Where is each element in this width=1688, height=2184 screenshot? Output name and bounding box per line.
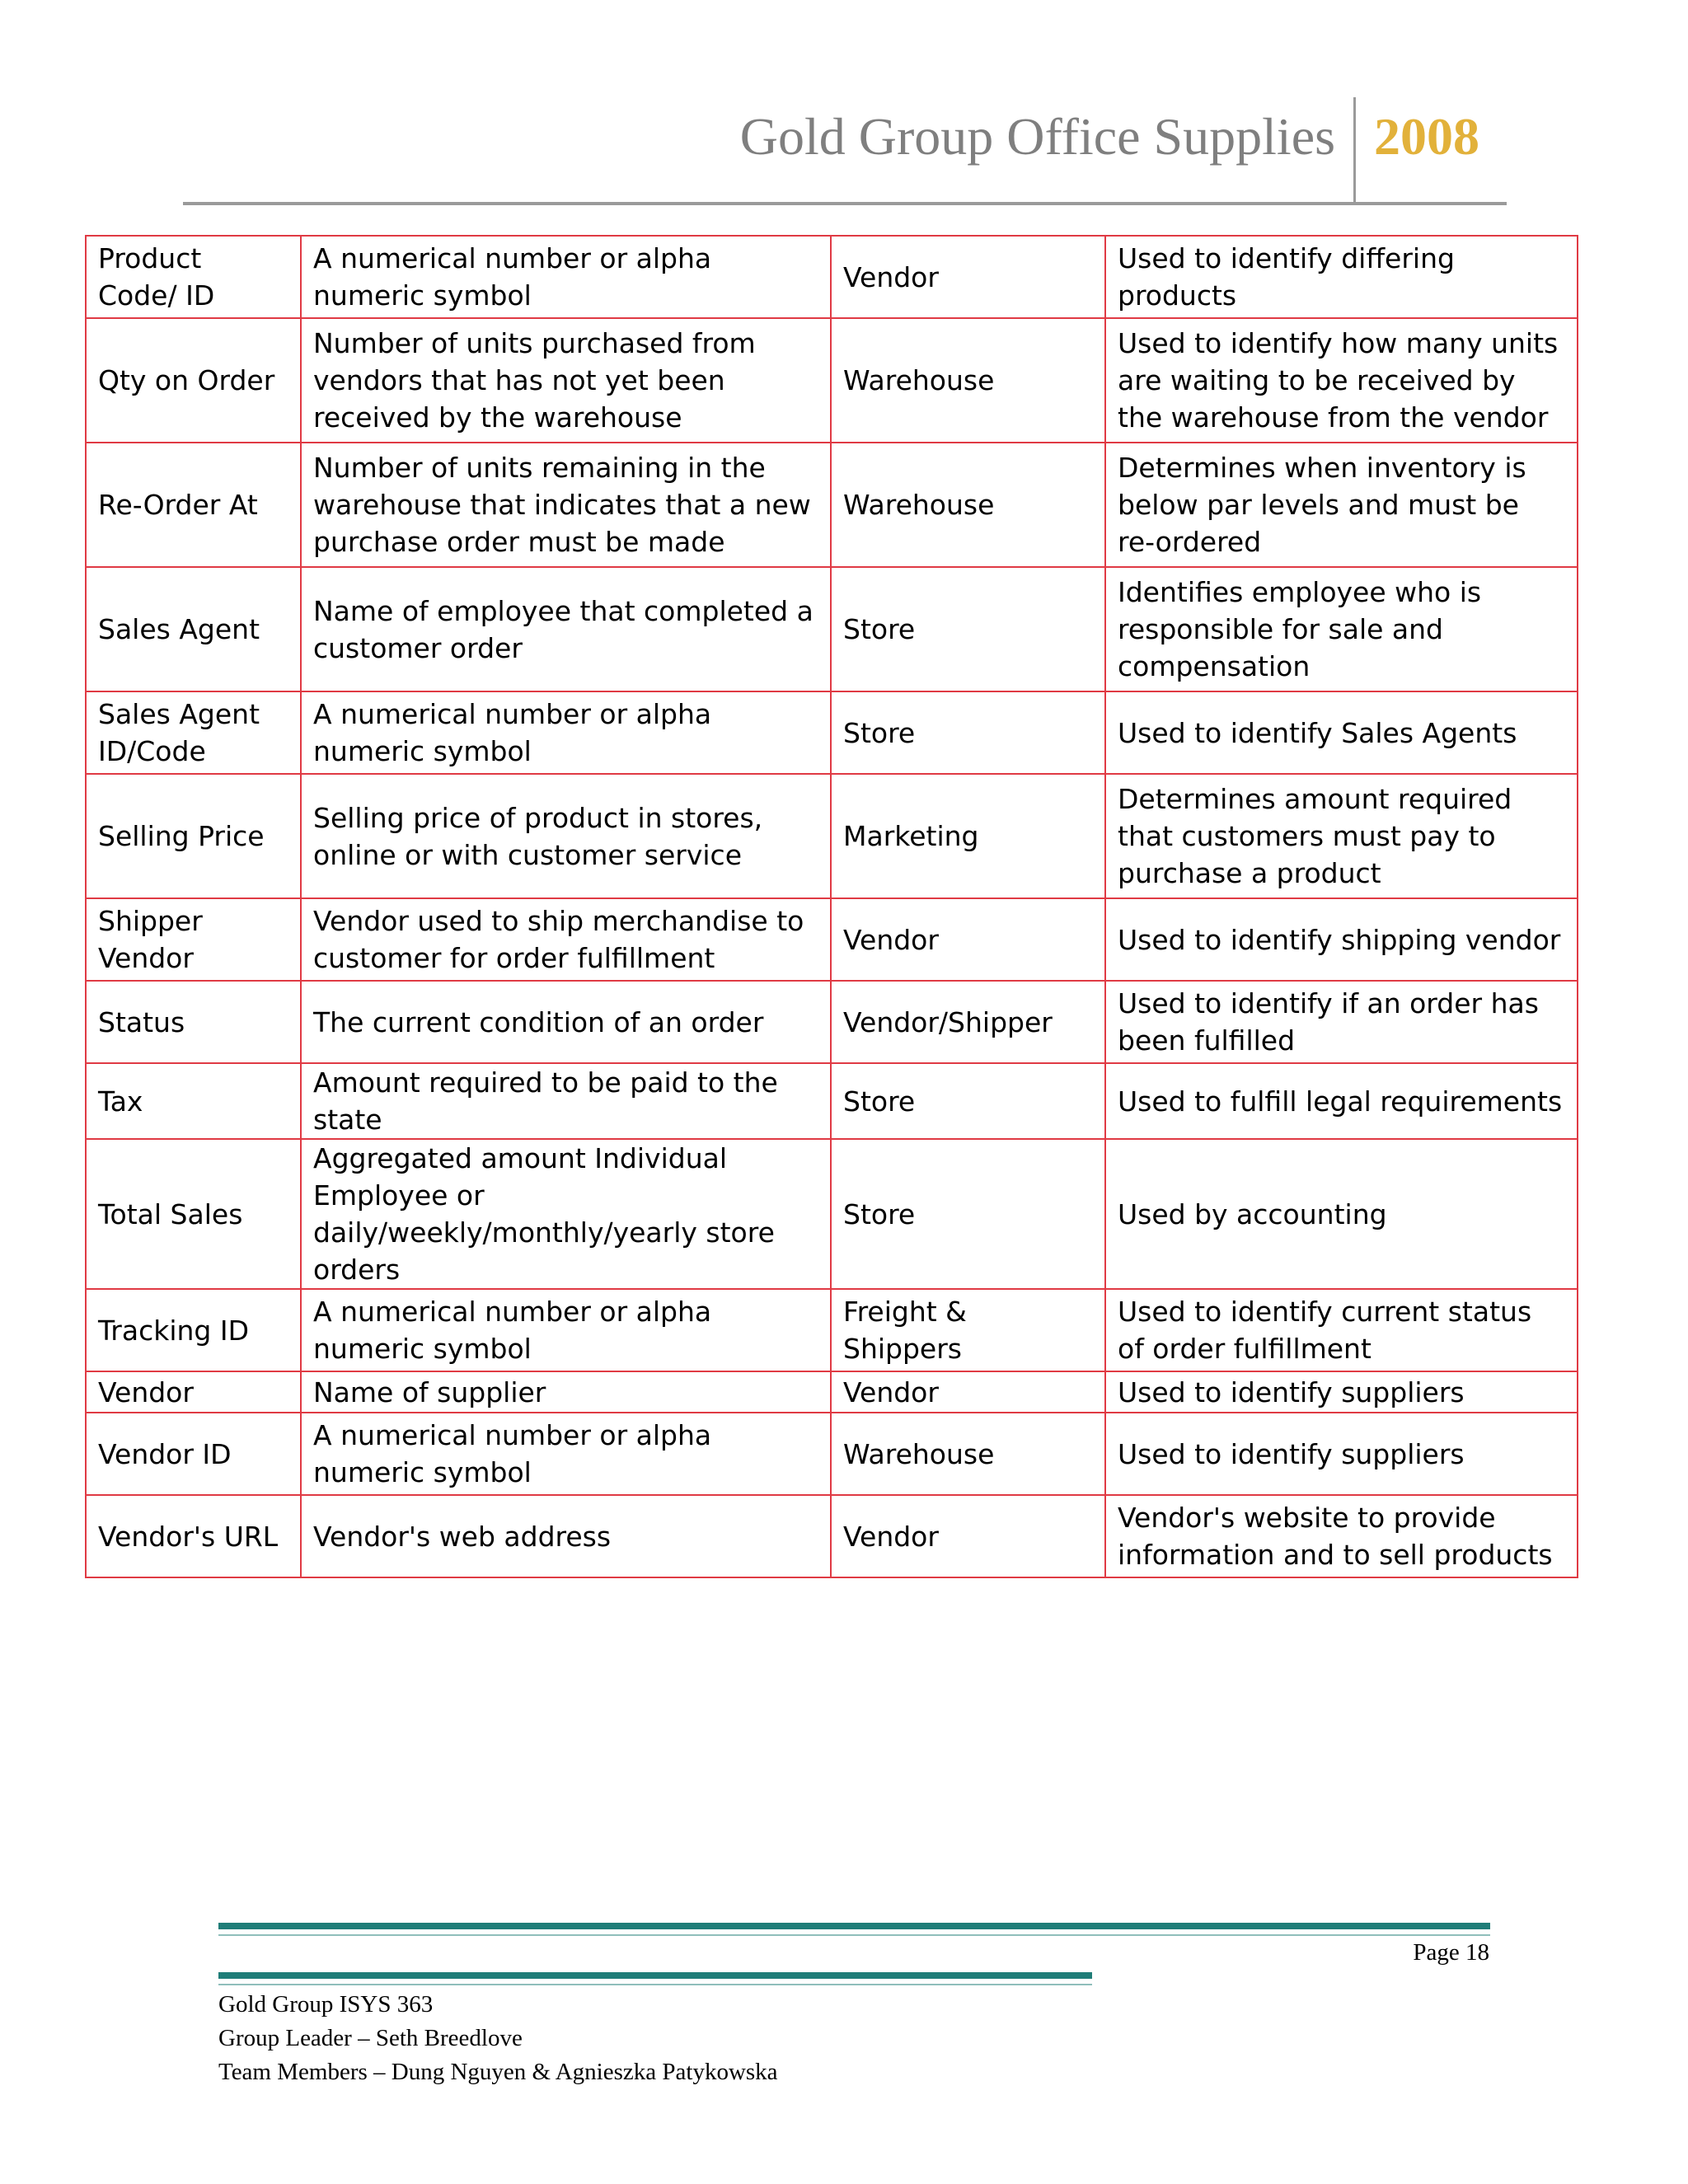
purpose-cell: Used to identify current status of order fulfillment	[1105, 1289, 1578, 1371]
description-cell: The current condition of an order	[301, 981, 831, 1063]
description-cell: Selling price of product in stores, online or with customer service	[301, 774, 831, 898]
field-name-cell: Total Sales	[86, 1139, 301, 1289]
purpose-cell: Used to identify suppliers	[1105, 1371, 1578, 1413]
page-header	[740, 97, 1479, 204]
description-cell: Vendor's web address	[301, 1495, 831, 1577]
field-name-cell: Selling Price	[86, 774, 301, 898]
purpose-cell: Vendor's website to provide information and to sell products	[1105, 1495, 1578, 1577]
field-name-cell: Vendor	[86, 1371, 301, 1413]
footer-rule-bottom-thin	[218, 1984, 1092, 1985]
description-cell: Name of supplier	[301, 1371, 831, 1413]
purpose-cell: Identifies employee who is responsible for sale and compensation	[1105, 567, 1578, 691]
table-row	[86, 1495, 1578, 1577]
data-dictionary-table	[85, 235, 1577, 1578]
field-name-cell: Tax	[86, 1063, 301, 1139]
footer-team-members: Team Members – Dung Nguyen & Agnieszka Patykowska	[218, 2059, 778, 2085]
purpose-cell: Determines when inventory is below par levels and must be re-ordered	[1105, 443, 1578, 567]
table-row	[86, 1289, 1578, 1371]
footer-rule-bottom	[218, 1972, 1092, 1979]
footer-course: Gold Group ISYS 363	[218, 1991, 434, 2018]
source-cell: Store	[831, 567, 1105, 691]
description-cell: A numerical number or alpha numeric symbol	[301, 691, 831, 774]
source-cell: Marketing	[831, 774, 1105, 898]
footer-group-leader: Group Leader – Seth Breedlove	[218, 2025, 523, 2051]
description-cell: Number of units remaining in the warehouse that indicates that a new purchase order must be made	[301, 443, 831, 567]
table-row	[86, 981, 1578, 1063]
source-cell: Store	[831, 1139, 1105, 1289]
table-row	[86, 1371, 1578, 1413]
table-row	[86, 774, 1578, 898]
table-row	[86, 1063, 1578, 1139]
field-name-cell: Qty on Order	[86, 318, 301, 443]
source-cell: Warehouse	[831, 443, 1105, 567]
table-row	[86, 898, 1578, 981]
page-number: Page 18	[1413, 1939, 1489, 1966]
footer-rule-top	[218, 1923, 1490, 1929]
source-cell: Store	[831, 691, 1105, 774]
description-cell: A numerical number or alpha numeric symbol	[301, 1413, 831, 1495]
purpose-cell: Determines amount required that customers must pay to purchase a product	[1105, 774, 1578, 898]
source-cell: Warehouse	[831, 1413, 1105, 1495]
table-row	[86, 1139, 1578, 1289]
field-name-cell: Re-Order At	[86, 443, 301, 567]
purpose-cell: Used to identify how many units are waiting to be received by the warehouse from the vendor	[1105, 318, 1578, 443]
table-row	[86, 318, 1578, 443]
purpose-cell: Used to identify if an order has been fulfilled	[1105, 981, 1578, 1063]
table-row	[86, 1413, 1578, 1495]
description-cell: A numerical number or alpha numeric symbol	[301, 1289, 831, 1371]
document-year: 2008	[1374, 107, 1479, 166]
description-cell: Aggregated amount Individual Employee or daily/weekly/monthly/yearly store orders	[301, 1139, 831, 1289]
purpose-cell: Used to identify Sales Agents	[1105, 691, 1578, 774]
source-cell: Warehouse	[831, 318, 1105, 443]
purpose-cell: Used by accounting	[1105, 1139, 1578, 1289]
source-cell: Vendor	[831, 236, 1105, 318]
description-cell: Name of employee that completed a customer order	[301, 567, 831, 691]
field-name-cell: Shipper Vendor	[86, 898, 301, 981]
table-row	[86, 567, 1578, 691]
field-name-cell: Status	[86, 981, 301, 1063]
field-name-cell: Tracking ID	[86, 1289, 301, 1371]
footer-rule-top-thin	[218, 1934, 1490, 1936]
source-cell: Freight & Shippers	[831, 1289, 1105, 1371]
description-cell: Vendor used to ship merchandise to customer for order fulfillment	[301, 898, 831, 981]
source-cell: Store	[831, 1063, 1105, 1139]
source-cell: Vendor	[831, 1495, 1105, 1577]
description-cell: A numerical number or alpha numeric symbol	[301, 236, 831, 318]
description-cell: Amount required to be paid to the state	[301, 1063, 831, 1139]
source-cell: Vendor	[831, 898, 1105, 981]
field-name-cell: Vendor ID	[86, 1413, 301, 1495]
purpose-cell: Used to identify shipping vendor	[1105, 898, 1578, 981]
purpose-cell: Used to identify suppliers	[1105, 1413, 1578, 1495]
source-cell: Vendor	[831, 1371, 1105, 1413]
field-name-cell: Vendor's URL	[86, 1495, 301, 1577]
description-cell: Number of units purchased from vendors that has not yet been received by the warehouse	[301, 318, 831, 443]
table-row	[86, 691, 1578, 774]
footer-credits	[218, 1988, 778, 2089]
document-title: Gold Group Office Supplies	[739, 107, 1335, 166]
purpose-cell: Used to fulfill legal requirements	[1105, 1063, 1578, 1139]
table-row	[86, 443, 1578, 567]
header-rule	[183, 202, 1507, 205]
table-row	[86, 236, 1578, 318]
purpose-cell: Used to identify differing products	[1105, 236, 1578, 318]
field-name-cell: Product Code/ ID	[86, 236, 301, 318]
source-cell: Vendor/Shipper	[831, 981, 1105, 1063]
field-name-cell: Sales Agent	[86, 567, 301, 691]
field-name-cell: Sales Agent ID/Code	[86, 691, 301, 774]
